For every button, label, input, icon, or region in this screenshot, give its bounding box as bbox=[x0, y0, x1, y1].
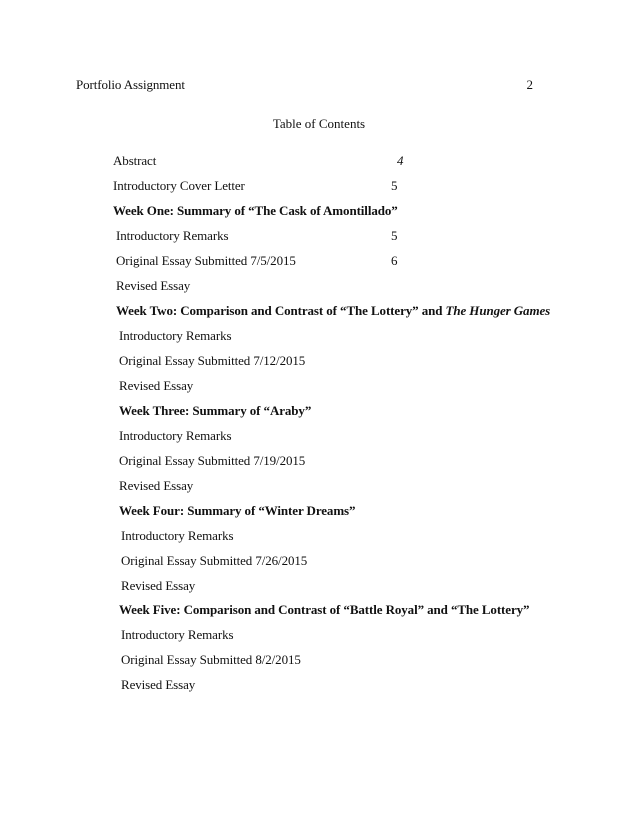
toc-entry-week-two-original: Original Essay Submitted 7/12/2015 bbox=[119, 353, 306, 368]
toc-entry-week-three: Week Three: Summary of “Araby” bbox=[119, 403, 312, 418]
toc-entry-week-two-remarks: Introductory Remarks bbox=[119, 328, 232, 343]
toc-page-cover-letter: 5 bbox=[391, 178, 398, 193]
toc-entry-cover-letter: Introductory Cover Letter bbox=[113, 178, 245, 193]
toc-entry-week-two bbox=[116, 303, 550, 319]
toc-entry-week-one-revised: Revised Essay bbox=[116, 278, 191, 293]
toc-page-abstract: 4 bbox=[397, 153, 404, 168]
toc-entry-week-four-original: Original Essay Submitted 7/26/2015 bbox=[121, 553, 308, 568]
toc-entry-week-three-original: Original Essay Submitted 7/19/2015 bbox=[119, 453, 306, 468]
header-page-number: 2 bbox=[526, 77, 533, 92]
toc-entry-week-five: Week Five: Comparison and Contrast of “Battle Royal” and “The Lottery” bbox=[119, 602, 530, 617]
toc-entry-abstract: Abstract bbox=[113, 153, 157, 168]
toc-entry-week-three-revised: Revised Essay bbox=[119, 478, 194, 493]
toc-entry-week-five-remarks: Introductory Remarks bbox=[121, 627, 234, 642]
toc-entry-week-four-revised: Revised Essay bbox=[121, 578, 196, 593]
toc-page-week-one-remarks: 5 bbox=[391, 228, 398, 243]
toc-entry-week-three-remarks: Introductory Remarks bbox=[119, 428, 232, 443]
toc-title: Table of Contents bbox=[272, 116, 366, 131]
toc-entry-week-four-remarks: Introductory Remarks bbox=[121, 528, 234, 543]
toc-entry-week-one: Week One: Summary of “The Cask of Amontillado” bbox=[113, 203, 398, 218]
toc-entry-week-two-revised: Revised Essay bbox=[119, 378, 194, 393]
toc-entry-week-two-text: Week Two: Comparison and Contrast of “The Lottery” and bbox=[116, 303, 446, 318]
toc-entry-week-five-original: Original Essay Submitted 8/2/2015 bbox=[121, 652, 301, 667]
toc-entry-week-five-revised: Revised Essay bbox=[121, 677, 196, 692]
toc-entry-week-four: Week Four: Summary of “Winter Dreams” bbox=[119, 503, 356, 518]
toc-entry-week-one-original: Original Essay Submitted 7/5/2015 bbox=[116, 253, 296, 268]
running-head: Portfolio Assignment bbox=[76, 77, 185, 92]
toc-entry-week-one-remarks: Introductory Remarks bbox=[116, 228, 229, 243]
toc-entry-week-two-italic: The Hunger Games bbox=[445, 303, 551, 318]
toc-page-week-one-original: 6 bbox=[391, 253, 398, 268]
